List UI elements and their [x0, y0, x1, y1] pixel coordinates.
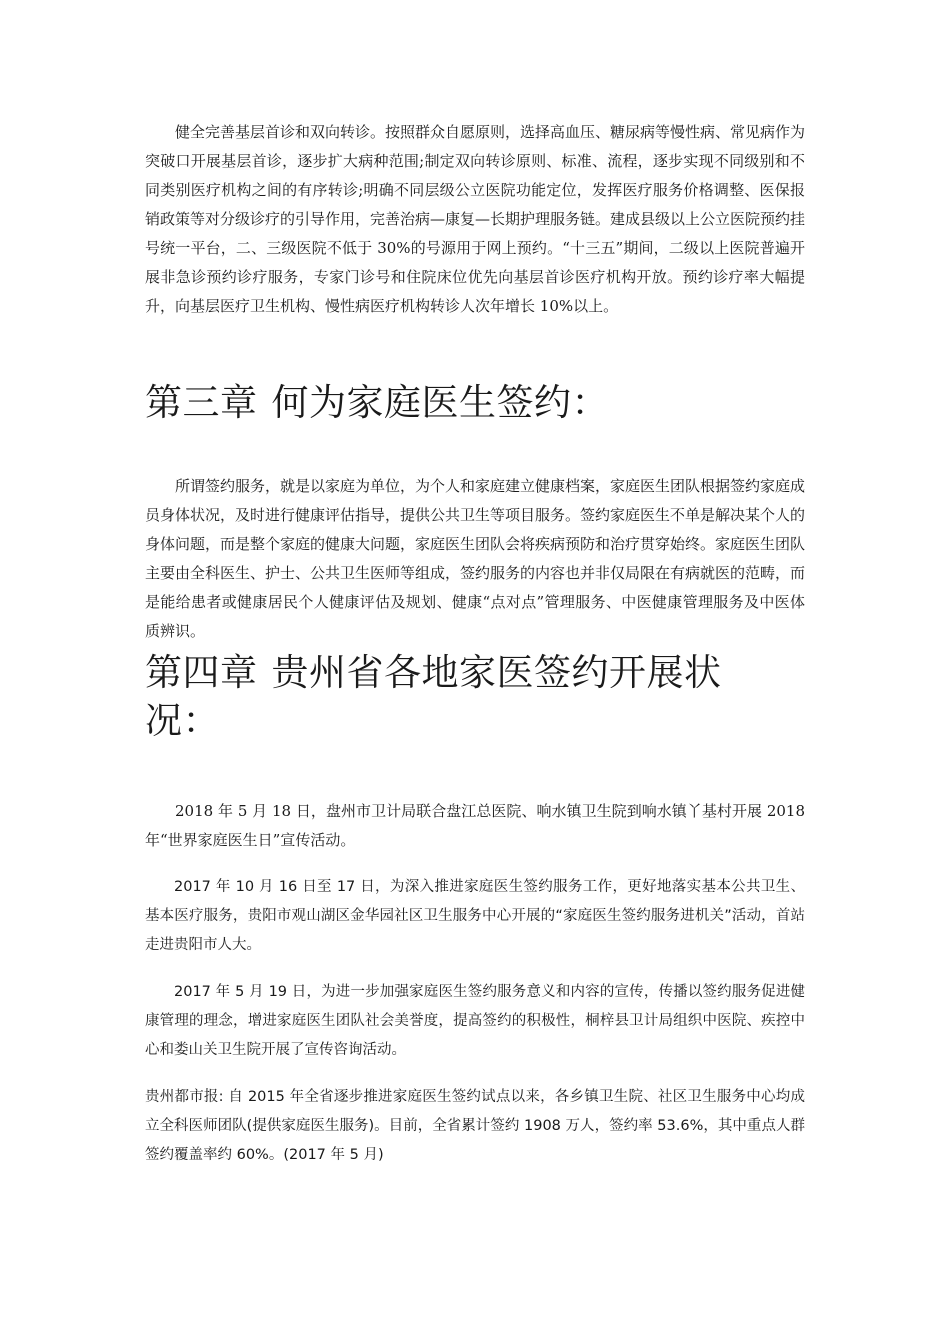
- paragraph-panzhou-event: 2018 年 5 月 18 日，盘州市卫计局联合盘江总医院、响水镇卫生院到响水镇丫基村开展 2018 年“世界家庭医生日”宣传活动。: [145, 802, 805, 849]
- document-page: [145, 118, 805, 1170]
- chapter-4-label: 第四章: [145, 651, 258, 694]
- paragraph-contract-service: 所谓签约服务，就是以家庭为单位，为个人和家庭建立健康档案，家庭医生团队根据签约家庭成员身体状况，及时进行健康评估指导，提供公共卫生等项目服务。签约家庭医生不单是解决某个人的身体问题，而是整个家庭的健康大问题，家庭医生团队会将疾病预防和治疗贯穿始终。家庭医生团队主要由全科医生、护士、公共卫生医师等组成，签约服务的内容也并非仅局限在有病就医的范畴，而是能给患者或健康居民个人健康评估及规划、健康“点对点”管理服务、中医健康管理服务及中医体质辨识。: [145, 477, 806, 640]
- paragraph-tiered-diagnosis: 健全完善基层首诊和双向转诊。按照群众自愿原则，选择高血压、糖尿病等慢性病、常见病作为突破口开展基层首诊，逐步扩大病种范围;制定双向转诊原则、标准、流程，逐步实现不同级别和不同类别医疗机构之间的有序转诊;明确不同层级公立医院功能定位，发挥医疗服务价格调整、医保报销政策等对分级诊疗的引导作用，完善治病—康复—长期护理服务链。建成县级以上公立医院预约挂号统一平台，二、三级医院不低于 30%的号源用于网上预约。“十三五”期间，二级以上医院普遍开展非急诊预约诊疗服务，专家门诊号和住院床位优先向基层首诊医疗机构开放。预约诊疗率大幅提升，向基层医疗卫生机构、慢性病医疗机构转诊人次年增长 10%以上。: [145, 123, 806, 315]
- paragraph-guizhou-news: 贵州都市报: 自 2015 年全省逐步推进家庭医生签约试点以来，各乡镇卫生院、社区卫生服务中心均成立全科医师团队(提供家庭医生服务)。目前，全省累计签约 1908 万人，签约率 53.6%，其中重点人群签约覆盖率约 60%。(2017 年 5 月): [145, 1089, 805, 1163]
- paragraph-tongzi-event: 2017 年 5 月 19 日，为进一步加强家庭医生签约服务意义和内容的宣传，传播以签约服务促进健康管理的理念，增进家庭医生团队社会美誉度，提高签约的积极性，桐梓县卫计局组织中医院、疾控中心和娄山关卫生院开展了宣传咨询活动。: [145, 984, 805, 1058]
- chapter-4-title: 贵州省各地家医签约开展状况：: [145, 651, 722, 742]
- chapter-4-heading: [145, 649, 745, 745]
- chapter-3-title: 何为家庭医生签约：: [271, 381, 609, 424]
- chapter-3-label: 第三章: [145, 381, 258, 424]
- paragraph-guiyang-event: 2017 年 10 月 16 日至 17 日，为深入推进家庭医生签约服务工作，更好地落实基本公共卫生、基本医疗服务，贵阳市观山湖区金华园社区卫生服务中心开展的“家庭医生签约服务进机关”活动，首站走进贵阳市人大。: [145, 879, 805, 953]
- chapter-3-heading: [145, 379, 805, 427]
